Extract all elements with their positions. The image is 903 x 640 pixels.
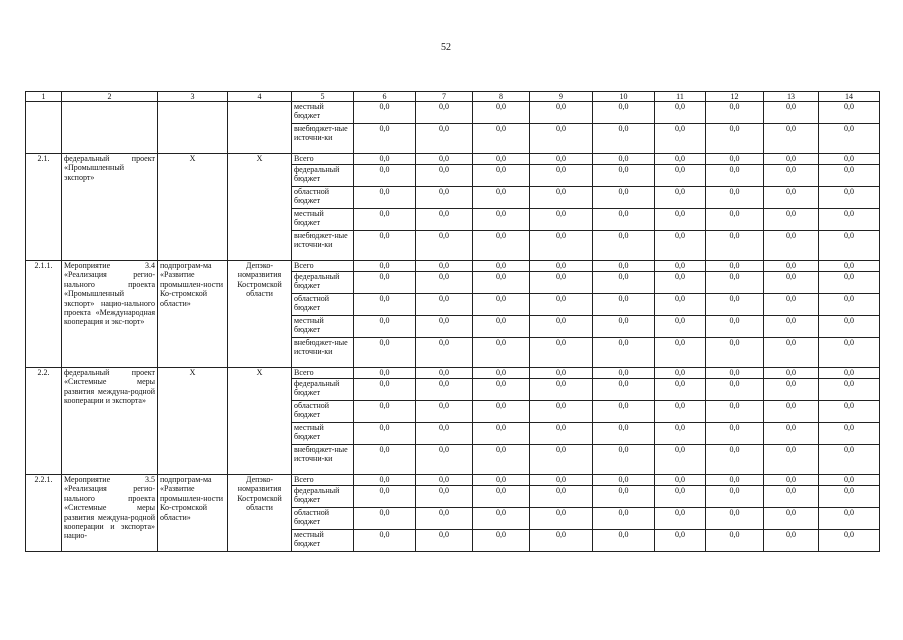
amount-cell: 0,0	[473, 165, 530, 187]
executor-cell: X	[228, 154, 292, 261]
funding-source: областной бюджет	[292, 294, 354, 316]
amount-cell: 0,0	[764, 102, 819, 124]
amount-cell: 0,0	[764, 486, 819, 508]
amount-cell: 0,0	[819, 338, 880, 368]
funding-source: внебюджет-ные источни-ки	[292, 124, 354, 154]
amount-cell: 0,0	[819, 316, 880, 338]
amount-cell: 0,0	[473, 368, 530, 379]
amount-cell: 0,0	[593, 272, 655, 294]
amount-cell: 0,0	[473, 272, 530, 294]
budget-table	[25, 91, 880, 552]
amount-cell: 0,0	[819, 165, 880, 187]
amount-cell: 0,0	[764, 261, 819, 272]
amount-cell: 0,0	[354, 423, 416, 445]
table-row	[26, 102, 880, 124]
amount-cell: 0,0	[819, 102, 880, 124]
amount-cell: 0,0	[530, 294, 593, 316]
amount-cell: 0,0	[655, 508, 706, 530]
amount-cell: 0,0	[530, 165, 593, 187]
item-number: 2.2.	[26, 368, 62, 475]
amount-cell: 0,0	[655, 423, 706, 445]
amount-cell: 0,0	[764, 294, 819, 316]
funding-source: местный бюджет	[292, 423, 354, 445]
amount-cell: 0,0	[764, 401, 819, 423]
amount-cell: 0,0	[416, 508, 473, 530]
amount-cell: 0,0	[706, 486, 764, 508]
column-header: 8	[473, 92, 530, 102]
amount-cell: 0,0	[764, 508, 819, 530]
funding-source: областной бюджет	[292, 508, 354, 530]
amount-cell: 0,0	[819, 475, 880, 486]
amount-cell: 0,0	[530, 102, 593, 124]
amount-cell: 0,0	[764, 209, 819, 231]
funding-source: федеральный бюджет	[292, 272, 354, 294]
amount-cell: 0,0	[706, 231, 764, 261]
amount-cell: 0,0	[655, 272, 706, 294]
amount-cell: 0,0	[593, 475, 655, 486]
amount-cell: 0,0	[819, 209, 880, 231]
amount-cell: 0,0	[819, 261, 880, 272]
amount-cell: 0,0	[530, 316, 593, 338]
amount-cell: 0,0	[819, 154, 880, 165]
amount-cell: 0,0	[706, 368, 764, 379]
amount-cell: 0,0	[593, 401, 655, 423]
amount-cell: 0,0	[655, 102, 706, 124]
table-row	[26, 154, 880, 165]
amount-cell: 0,0	[764, 379, 819, 401]
amount-cell: 0,0	[706, 187, 764, 209]
amount-cell: 0,0	[655, 124, 706, 154]
funding-source: внебюджет-ные источни-ки	[292, 445, 354, 475]
amount-cell: 0,0	[706, 401, 764, 423]
amount-cell: 0,0	[655, 209, 706, 231]
amount-cell: 0,0	[354, 187, 416, 209]
amount-cell: 0,0	[354, 316, 416, 338]
executor-cell: X	[228, 368, 292, 475]
funding-source: местный бюджет	[292, 209, 354, 231]
program-cell: X	[158, 368, 228, 475]
amount-cell: 0,0	[706, 165, 764, 187]
amount-cell: 0,0	[530, 231, 593, 261]
header-row	[26, 92, 880, 102]
amount-cell: 0,0	[416, 475, 473, 486]
amount-cell: 0,0	[530, 187, 593, 209]
amount-cell: 0,0	[354, 165, 416, 187]
executor-cell: Депэко-номразвития Костромской области	[228, 475, 292, 552]
amount-cell: 0,0	[655, 154, 706, 165]
amount-cell: 0,0	[354, 272, 416, 294]
amount-cell: 0,0	[593, 154, 655, 165]
amount-cell: 0,0	[530, 475, 593, 486]
amount-cell: 0,0	[416, 423, 473, 445]
funding-source: местный бюджет	[292, 530, 354, 552]
amount-cell: 0,0	[655, 445, 706, 475]
amount-cell: 0,0	[416, 209, 473, 231]
funding-source: Всего	[292, 475, 354, 486]
amount-cell: 0,0	[473, 508, 530, 530]
amount-cell: 0,0	[473, 379, 530, 401]
column-header: 10	[593, 92, 655, 102]
amount-cell: 0,0	[354, 209, 416, 231]
amount-cell: 0,0	[764, 445, 819, 475]
amount-cell: 0,0	[819, 272, 880, 294]
column-header: 11	[655, 92, 706, 102]
amount-cell: 0,0	[593, 261, 655, 272]
amount-cell: 0,0	[593, 231, 655, 261]
amount-cell: 0,0	[764, 475, 819, 486]
amount-cell: 0,0	[354, 445, 416, 475]
item-number	[26, 102, 62, 154]
amount-cell: 0,0	[764, 338, 819, 368]
amount-cell: 0,0	[819, 486, 880, 508]
amount-cell: 0,0	[473, 338, 530, 368]
amount-cell: 0,0	[354, 102, 416, 124]
amount-cell: 0,0	[655, 165, 706, 187]
amount-cell: 0,0	[416, 368, 473, 379]
amount-cell: 0,0	[354, 401, 416, 423]
amount-cell: 0,0	[819, 368, 880, 379]
amount-cell: 0,0	[473, 261, 530, 272]
amount-cell: 0,0	[530, 261, 593, 272]
amount-cell: 0,0	[764, 423, 819, 445]
amount-cell: 0,0	[416, 154, 473, 165]
amount-cell: 0,0	[819, 530, 880, 552]
column-header: 12	[706, 92, 764, 102]
amount-cell: 0,0	[473, 231, 530, 261]
amount-cell: 0,0	[530, 530, 593, 552]
amount-cell: 0,0	[764, 530, 819, 552]
amount-cell: 0,0	[706, 294, 764, 316]
amount-cell: 0,0	[655, 379, 706, 401]
amount-cell: 0,0	[473, 187, 530, 209]
column-header: 1	[26, 92, 62, 102]
table-row	[26, 368, 880, 379]
amount-cell: 0,0	[416, 486, 473, 508]
amount-cell: 0,0	[530, 423, 593, 445]
amount-cell: 0,0	[819, 445, 880, 475]
funding-source: Всего	[292, 154, 354, 165]
amount-cell: 0,0	[593, 486, 655, 508]
amount-cell: 0,0	[593, 368, 655, 379]
amount-cell: 0,0	[593, 338, 655, 368]
amount-cell: 0,0	[354, 486, 416, 508]
amount-cell: 0,0	[764, 368, 819, 379]
funding-source: областной бюджет	[292, 187, 354, 209]
amount-cell: 0,0	[473, 475, 530, 486]
amount-cell: 0,0	[354, 294, 416, 316]
amount-cell: 0,0	[593, 124, 655, 154]
amount-cell: 0,0	[706, 423, 764, 445]
table-row	[26, 475, 880, 486]
column-header: 5	[292, 92, 354, 102]
amount-cell: 0,0	[530, 154, 593, 165]
amount-cell: 0,0	[706, 154, 764, 165]
amount-cell: 0,0	[354, 338, 416, 368]
amount-cell: 0,0	[473, 423, 530, 445]
amount-cell: 0,0	[354, 530, 416, 552]
funding-source: внебюджет-ные источни-ки	[292, 338, 354, 368]
amount-cell: 0,0	[530, 486, 593, 508]
amount-cell: 0,0	[819, 187, 880, 209]
funding-source: федеральный бюджет	[292, 379, 354, 401]
amount-cell: 0,0	[706, 379, 764, 401]
amount-cell: 0,0	[473, 486, 530, 508]
funding-source: внебюджет-ные источни-ки	[292, 231, 354, 261]
amount-cell: 0,0	[416, 445, 473, 475]
amount-cell: 0,0	[416, 379, 473, 401]
funding-source: областной бюджет	[292, 401, 354, 423]
amount-cell: 0,0	[819, 423, 880, 445]
amount-cell: 0,0	[706, 209, 764, 231]
amount-cell: 0,0	[416, 272, 473, 294]
column-header: 9	[530, 92, 593, 102]
amount-cell: 0,0	[655, 187, 706, 209]
program-cell: подпрограм-ма «Развитие промышлен-ности Ко-стромской области»	[158, 261, 228, 368]
amount-cell: 0,0	[416, 294, 473, 316]
amount-cell: 0,0	[593, 165, 655, 187]
amount-cell: 0,0	[819, 231, 880, 261]
executor-cell: Депэко-номразвития Костромской области	[228, 261, 292, 368]
amount-cell: 0,0	[764, 154, 819, 165]
amount-cell: 0,0	[593, 294, 655, 316]
amount-cell: 0,0	[706, 338, 764, 368]
amount-cell: 0,0	[764, 272, 819, 294]
amount-cell: 0,0	[706, 530, 764, 552]
amount-cell: 0,0	[473, 124, 530, 154]
amount-cell: 0,0	[530, 401, 593, 423]
amount-cell: 0,0	[593, 209, 655, 231]
funding-source: федеральный бюджет	[292, 165, 354, 187]
amount-cell: 0,0	[764, 316, 819, 338]
amount-cell: 0,0	[655, 475, 706, 486]
amount-cell: 0,0	[530, 338, 593, 368]
amount-cell: 0,0	[655, 338, 706, 368]
amount-cell: 0,0	[819, 294, 880, 316]
table-row	[26, 261, 880, 272]
executor-cell	[228, 102, 292, 154]
item-number: 2.1.	[26, 154, 62, 261]
amount-cell: 0,0	[593, 508, 655, 530]
amount-cell: 0,0	[473, 530, 530, 552]
amount-cell: 0,0	[655, 231, 706, 261]
column-header: 4	[228, 92, 292, 102]
program-cell: X	[158, 154, 228, 261]
amount-cell: 0,0	[473, 401, 530, 423]
amount-cell: 0,0	[354, 231, 416, 261]
amount-cell: 0,0	[819, 508, 880, 530]
amount-cell: 0,0	[416, 401, 473, 423]
item-number: 2.2.1.	[26, 475, 62, 552]
program-cell: подпрограм-ма «Развитие промышлен-ности Ко-стромской области»	[158, 475, 228, 552]
amount-cell: 0,0	[473, 154, 530, 165]
amount-cell: 0,0	[764, 231, 819, 261]
amount-cell: 0,0	[593, 445, 655, 475]
column-header: 2	[62, 92, 158, 102]
amount-cell: 0,0	[530, 445, 593, 475]
amount-cell: 0,0	[354, 261, 416, 272]
column-header: 6	[354, 92, 416, 102]
funding-source: местный бюджет	[292, 102, 354, 124]
amount-cell: 0,0	[655, 294, 706, 316]
amount-cell: 0,0	[354, 124, 416, 154]
amount-cell: 0,0	[706, 508, 764, 530]
amount-cell: 0,0	[530, 508, 593, 530]
amount-cell: 0,0	[593, 316, 655, 338]
amount-cell: 0,0	[354, 379, 416, 401]
amount-cell: 0,0	[473, 445, 530, 475]
amount-cell: 0,0	[706, 445, 764, 475]
item-name	[62, 102, 158, 154]
item-name: Мероприятие 3.5 «Реализация регио-нального проекта «Системные меры развития междуна-родной кооперации и экспорта» нацио-	[62, 475, 158, 552]
amount-cell: 0,0	[655, 530, 706, 552]
column-header: 7	[416, 92, 473, 102]
amount-cell: 0,0	[530, 368, 593, 379]
funding-source: местный бюджет	[292, 316, 354, 338]
amount-cell: 0,0	[655, 316, 706, 338]
funding-source: Всего	[292, 261, 354, 272]
item-name: Мероприятие 3.4 «Реализация регио-нального проекта «Промышленный экспорт» нацио-нального проекта «Международная кооперация и экс-порт»	[62, 261, 158, 368]
item-name: федеральный проект «Системные меры развития междуна-родной кооперации и экспорта»	[62, 368, 158, 475]
amount-cell: 0,0	[593, 187, 655, 209]
amount-cell: 0,0	[416, 316, 473, 338]
amount-cell: 0,0	[416, 102, 473, 124]
amount-cell: 0,0	[655, 401, 706, 423]
amount-cell: 0,0	[530, 272, 593, 294]
column-header: 13	[764, 92, 819, 102]
amount-cell: 0,0	[706, 102, 764, 124]
column-header: 14	[819, 92, 880, 102]
amount-cell: 0,0	[593, 102, 655, 124]
amount-cell: 0,0	[416, 261, 473, 272]
amount-cell: 0,0	[473, 294, 530, 316]
amount-cell: 0,0	[706, 475, 764, 486]
amount-cell: 0,0	[473, 316, 530, 338]
amount-cell: 0,0	[593, 530, 655, 552]
amount-cell: 0,0	[416, 530, 473, 552]
amount-cell: 0,0	[530, 209, 593, 231]
amount-cell: 0,0	[764, 165, 819, 187]
amount-cell: 0,0	[706, 316, 764, 338]
funding-source: Всего	[292, 368, 354, 379]
page-number: 52	[441, 42, 451, 53]
amount-cell: 0,0	[354, 508, 416, 530]
amount-cell: 0,0	[416, 124, 473, 154]
item-number: 2.1.1.	[26, 261, 62, 368]
amount-cell: 0,0	[416, 231, 473, 261]
amount-cell: 0,0	[706, 261, 764, 272]
amount-cell: 0,0	[706, 272, 764, 294]
amount-cell: 0,0	[530, 124, 593, 154]
amount-cell: 0,0	[764, 124, 819, 154]
column-header: 3	[158, 92, 228, 102]
amount-cell: 0,0	[354, 475, 416, 486]
amount-cell: 0,0	[819, 401, 880, 423]
amount-cell: 0,0	[530, 379, 593, 401]
amount-cell: 0,0	[473, 102, 530, 124]
amount-cell: 0,0	[819, 124, 880, 154]
amount-cell: 0,0	[416, 165, 473, 187]
amount-cell: 0,0	[416, 187, 473, 209]
amount-cell: 0,0	[764, 187, 819, 209]
item-name: федеральный проект «Промышленный экспорт»	[62, 154, 158, 261]
amount-cell: 0,0	[416, 338, 473, 368]
amount-cell: 0,0	[655, 486, 706, 508]
amount-cell: 0,0	[655, 368, 706, 379]
amount-cell: 0,0	[655, 261, 706, 272]
amount-cell: 0,0	[473, 209, 530, 231]
amount-cell: 0,0	[593, 423, 655, 445]
amount-cell: 0,0	[354, 154, 416, 165]
amount-cell: 0,0	[819, 379, 880, 401]
program-cell	[158, 102, 228, 154]
amount-cell: 0,0	[354, 368, 416, 379]
amount-cell: 0,0	[593, 379, 655, 401]
funding-source: федеральный бюджет	[292, 486, 354, 508]
amount-cell: 0,0	[706, 124, 764, 154]
